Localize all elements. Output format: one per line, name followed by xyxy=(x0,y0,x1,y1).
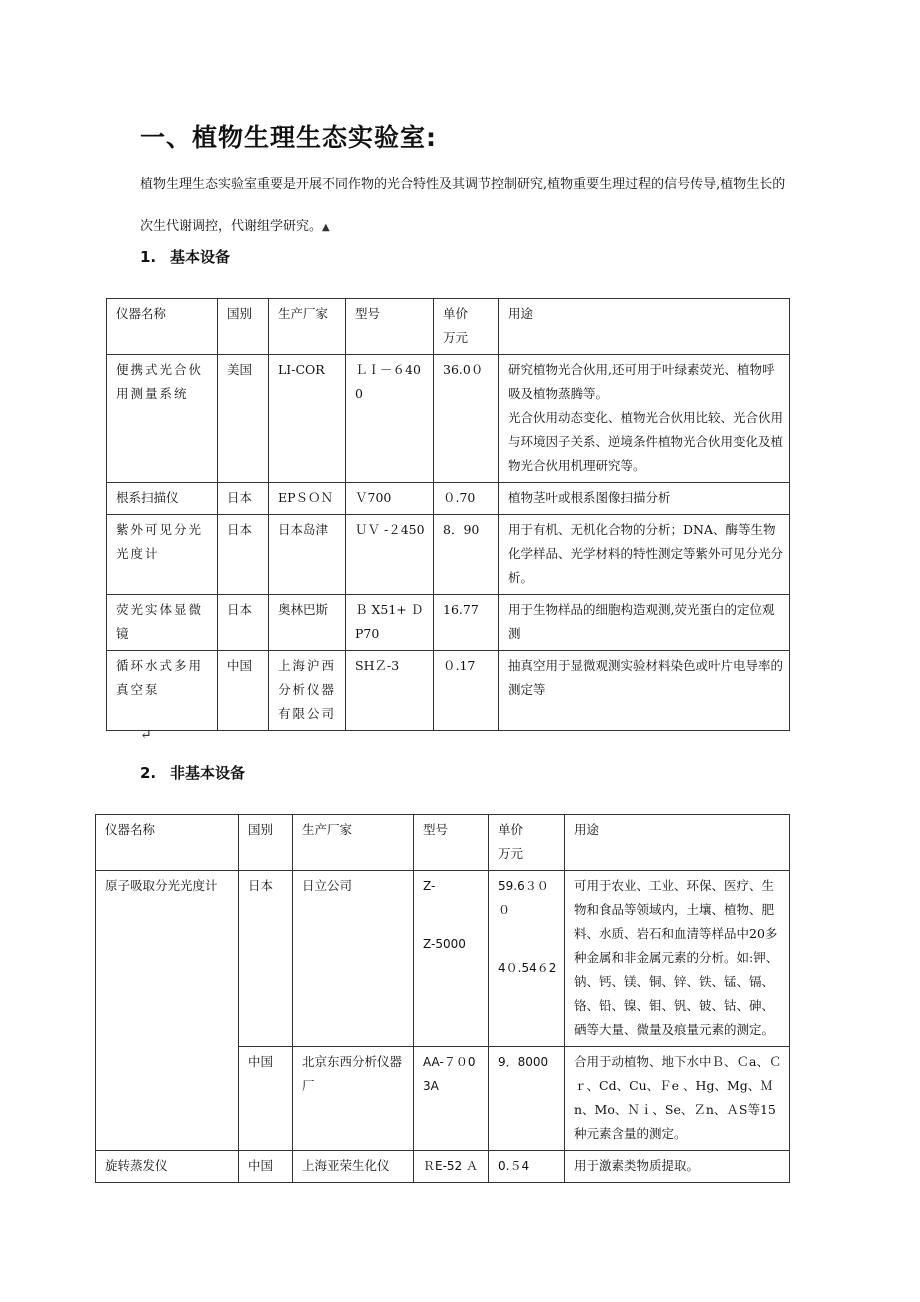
cell-country: 中国 xyxy=(239,1151,293,1183)
cell-spacer xyxy=(423,898,482,932)
table-row xyxy=(96,1151,790,1183)
nonbasic-equipment-table xyxy=(95,814,790,1183)
table-row xyxy=(107,595,790,651)
cell-model: Ｂ X51+ ＤP70 xyxy=(346,595,434,651)
cell-model: ＬＩ－６400 xyxy=(346,355,434,483)
table-row xyxy=(107,515,790,595)
section-heading-nonbasic xyxy=(140,762,245,783)
cell-name: 根系扫描仪 xyxy=(107,483,218,515)
intro-paragraph xyxy=(140,164,790,249)
cell-maker: 上海亚荣生化仪 xyxy=(293,1151,414,1183)
section-heading-basic xyxy=(140,246,230,267)
cell-country: 日本 xyxy=(239,871,293,1047)
cell-name: 原子吸取分光光度计 xyxy=(96,871,239,1151)
cell-use xyxy=(499,355,790,483)
section-title: 非基本设备 xyxy=(170,764,246,782)
cell-model: ＲE-52 Ａ xyxy=(414,1151,489,1183)
cell-name: 循环水式多用真空泵 xyxy=(107,651,218,731)
table-row xyxy=(96,871,790,1047)
header-maker: 生产厂家 xyxy=(269,299,346,355)
cell-price xyxy=(489,871,565,1047)
cell-maker: 奥林巴斯 xyxy=(269,595,346,651)
cell-model xyxy=(414,871,489,1047)
cell-name: 紫外可见分光光度计 xyxy=(107,515,218,595)
cell-country: 美国 xyxy=(218,355,269,483)
header-name: 仪器名称 xyxy=(107,299,218,355)
cell-country: 中国 xyxy=(218,651,269,731)
cell-price: 16.77 xyxy=(434,595,499,651)
table-header-row xyxy=(107,299,790,355)
table-row xyxy=(107,651,790,731)
cell-country: 中国 xyxy=(239,1047,293,1151)
table-row xyxy=(107,355,790,483)
cell-maker: 上海沪西分析仪器有限公司 xyxy=(269,651,346,731)
cell-model: ＵＶ -２450 xyxy=(346,515,434,595)
cell-price: 8．90 xyxy=(434,515,499,595)
cell-maker: 北京东西分析仪器厂 xyxy=(293,1047,414,1151)
cell-price-line: 59.6３００ xyxy=(498,879,549,917)
cell-price-line: 4０.54６2 xyxy=(498,961,557,975)
cell-country: 日本 xyxy=(218,595,269,651)
section-title: 基本设备 xyxy=(170,248,231,266)
cell-use: 合用于动植物、地下水中Ｂ、Ｃa、Ｃｒ、Cd、Cu、Ｆe 、Hg、Mg、Ｍn、Mo、Ｎｉ、Se、Ｚn、ＡS等15种元素含量的测定。 xyxy=(565,1047,790,1151)
cell-name: 便携式光合伙用测量系统 xyxy=(107,355,218,483)
cell-name: 荧光实体显微镜 xyxy=(107,595,218,651)
header-use: 用途 xyxy=(565,815,790,871)
cell-use: 用于有机、无机化合物的分析；DNA、酶等生物化学样品、光学材料的特性测定等紫外可见分光分析。 xyxy=(499,515,790,595)
header-model: 型号 xyxy=(346,299,434,355)
cell-maker: 日立公司 xyxy=(293,871,414,1047)
section-number: 2. xyxy=(140,764,157,782)
header-maker: 生产厂家 xyxy=(293,815,414,871)
header-model: 型号 xyxy=(414,815,489,871)
cell-price: 36.0０ xyxy=(434,355,499,483)
cell-maker: 日本岛津 xyxy=(269,515,346,595)
cell-price: 9．8000 xyxy=(489,1047,565,1151)
cell-model: Ｖ700 xyxy=(346,483,434,515)
cell-price: 0.５4 xyxy=(489,1151,565,1183)
paragraph-mark-icon: ↵ xyxy=(140,727,152,743)
header-price-unit: 万元 xyxy=(443,330,469,345)
table-header-row xyxy=(96,815,790,871)
cell-spacer xyxy=(498,922,558,956)
header-price-unit: 万元 xyxy=(498,846,524,861)
cell-price: ０.70 xyxy=(434,483,499,515)
cell-maker: LI-COR xyxy=(269,355,346,483)
cell-use: 抽真空用于显微观测实验材料染色或叶片电导率的测定等 xyxy=(499,651,790,731)
cell-use: 植物茎叶或根系图像扫描分析 xyxy=(499,483,790,515)
header-price-label: 单价 xyxy=(498,822,524,837)
header-price xyxy=(434,299,499,355)
cell-price: ０.17 xyxy=(434,651,499,731)
section-number: 1. xyxy=(140,248,157,266)
cell-model-line: Z-5000 xyxy=(423,937,466,951)
cell-use: 用于生物样品的细胞构造观测,荧光蛋白的定位观测 xyxy=(499,595,790,651)
intro-text: 植物生理生态实验室重要是开展不同作物的光合特性及其调节控制研究,植物重要生理过程的信号传导,植物生长的次生代谢调控，代谢组学研究。 xyxy=(140,177,786,234)
cell-use-line: 研究植物光合伙用,还可用于叶绿素荧光、植物呼吸及植物蒸腾等。 xyxy=(508,362,775,401)
table-row xyxy=(107,483,790,515)
header-price xyxy=(489,815,565,871)
header-use: 用途 xyxy=(499,299,790,355)
cell-model: AA-７０03A xyxy=(414,1047,489,1151)
cell-maker: EPＳＯＮ xyxy=(269,483,346,515)
cell-name: 旋转蒸发仪 xyxy=(96,1151,239,1183)
cell-country: 日本 xyxy=(218,483,269,515)
cell-use-line: 光合伙用动态变化、植物光合伙用比较、光合伙用与环境因子关系、逆境条件植物光合伙用变化及植物光合伙用机理研究等。 xyxy=(508,410,784,473)
page-title: 一、植物生理生态实验室: xyxy=(140,123,437,152)
header-country: 国别 xyxy=(218,299,269,355)
header-price-label: 单价 xyxy=(443,306,469,321)
cell-country: 日本 xyxy=(218,515,269,595)
cell-model: SHＺ-3 xyxy=(346,651,434,731)
cell-model-line: Z- xyxy=(423,879,436,893)
cell-use: 用于激素类物质提取。 xyxy=(565,1151,790,1183)
anchor-mark-icon: ▲ xyxy=(322,222,330,233)
header-name: 仪器名称 xyxy=(96,815,239,871)
cell-use: 可用于农业、工业、环保、医疗、生物和食品等领域内，土壤、植物、肥料、水质、岩石和血清等样品中20多种金属和非金属元素的分析。如:钾、钠、钙、镁、铜、锌、铁、锰、镉、铬、铅、镍、钼、钒、铍、钴、砷、硒等大量、微量及痕量元素的测定。 xyxy=(565,871,790,1047)
basic-equipment-table xyxy=(106,298,790,731)
header-country: 国别 xyxy=(239,815,293,871)
